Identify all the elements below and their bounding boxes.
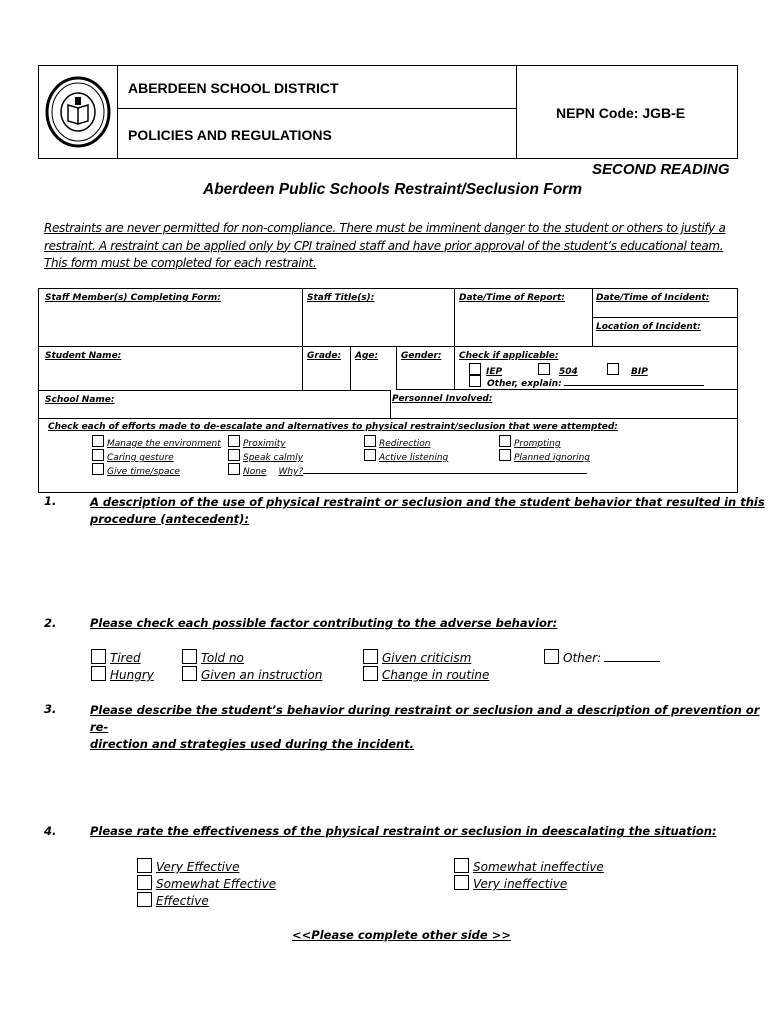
complete-other-side-note: <<Please complete other side >> bbox=[292, 928, 511, 942]
given-instruction-checkbox[interactable] bbox=[182, 666, 197, 681]
iep-option[interactable]: IEP bbox=[469, 363, 510, 377]
tired-option[interactable]: Tired bbox=[91, 649, 181, 665]
q1-number: 1. bbox=[44, 494, 57, 508]
change-routine-option[interactable]: Change in routine bbox=[363, 666, 489, 682]
given-criticism-option[interactable]: Given criticism bbox=[363, 649, 551, 665]
other-explain-line[interactable] bbox=[564, 385, 704, 386]
q2-number: 2. bbox=[44, 616, 57, 630]
redirection-option[interactable]: Redirection bbox=[364, 435, 498, 449]
header-divider bbox=[118, 108, 516, 109]
planned-ignoring-checkbox[interactable] bbox=[499, 449, 511, 461]
school-name-label: School Name: bbox=[45, 395, 115, 405]
caring-gesture-checkbox[interactable] bbox=[92, 449, 104, 461]
very-ineffective-option[interactable]: Very ineffective bbox=[454, 875, 567, 891]
q2-text: Please check each possible factor contributing to the adverse behavior: bbox=[90, 616, 558, 630]
q3-text: Please describe the student’s behavior during restraint or seclusion and a description of prevention or re- direction and strategies used during the incident. bbox=[90, 703, 760, 751]
deescalation-heading: Check each of efforts made to de-escalate and alternatives to physical restraint/seclusion that were attempted: bbox=[48, 422, 618, 432]
check-applicable-cell bbox=[455, 347, 737, 390]
staff-member-cell[interactable] bbox=[39, 289, 303, 347]
bip-checkbox[interactable] bbox=[607, 363, 619, 375]
deescalation-cell bbox=[39, 419, 737, 492]
district-seal-icon bbox=[43, 75, 113, 149]
reading-label: SECOND READING bbox=[592, 161, 730, 178]
effective-checkbox[interactable] bbox=[137, 892, 152, 907]
very-ineffective-checkbox[interactable] bbox=[454, 875, 469, 890]
other-checkbox[interactable] bbox=[469, 375, 481, 387]
district-name: ABERDEEN SCHOOL DISTRICT bbox=[128, 80, 339, 96]
staff-title-label: Staff Title(s): bbox=[307, 293, 375, 303]
location-cell[interactable] bbox=[593, 318, 737, 347]
age-label: Age: bbox=[355, 351, 379, 361]
tired-checkbox[interactable] bbox=[91, 649, 106, 664]
personnel-label: Personnel Involved: bbox=[392, 394, 493, 404]
gender-cell[interactable] bbox=[397, 347, 455, 390]
intro-text bbox=[44, 220, 726, 273]
staff-member-label: Staff Member(s) Completing Form: bbox=[45, 293, 221, 303]
q1-text: A description of the use of physical restraint or seclusion and the student behavior that resulted in this procedure (antecedent): bbox=[90, 495, 765, 526]
q3-number: 3. bbox=[44, 702, 57, 716]
intro-line-2: restraint. A restraint can be applied only by CPI trained staff and have prior approval of the student’s educational team. bbox=[44, 238, 724, 253]
location-label: Location of Incident: bbox=[596, 322, 701, 332]
504-option[interactable]: 504 bbox=[538, 363, 590, 377]
manage-environment-checkbox[interactable] bbox=[92, 435, 104, 447]
why-line[interactable] bbox=[303, 473, 587, 474]
give-time-checkbox[interactable] bbox=[92, 463, 104, 475]
header-box bbox=[38, 65, 738, 159]
incident-info-table bbox=[38, 288, 738, 493]
bip-option[interactable]: BIP bbox=[607, 363, 648, 377]
change-routine-checkbox[interactable] bbox=[363, 666, 378, 681]
proximity-option[interactable]: Proximity bbox=[228, 435, 364, 449]
date-incident-label: Date/Time of Incident: bbox=[596, 293, 710, 303]
active-listening-checkbox[interactable] bbox=[364, 449, 376, 461]
form-title: Aberdeen Public Schools Restraint/Seclusion Form bbox=[203, 181, 582, 198]
student-name-cell[interactable] bbox=[39, 347, 303, 390]
manage-environment-option[interactable]: Manage the environment bbox=[92, 435, 221, 449]
active-listening-option[interactable]: Active listening bbox=[364, 449, 496, 463]
age-cell[interactable] bbox=[351, 347, 397, 390]
intro-line-1: Restraints are never permitted for non-compliance. There must be imminent danger to the student or others to justify a bbox=[44, 221, 726, 235]
header-title-cell bbox=[118, 66, 517, 158]
caring-gesture-option[interactable]: Caring gesture bbox=[92, 449, 220, 463]
date-report-cell[interactable] bbox=[455, 289, 593, 347]
iep-checkbox[interactable] bbox=[469, 363, 481, 375]
somewhat-ineffective-option[interactable]: Somewhat ineffective bbox=[454, 858, 604, 874]
intro-line-3: This form must be completed for each restraint. bbox=[44, 256, 317, 270]
grade-label: Grade: bbox=[307, 351, 342, 361]
prompting-checkbox[interactable] bbox=[499, 435, 511, 447]
proximity-checkbox[interactable] bbox=[228, 435, 240, 447]
somewhat-ineffective-checkbox[interactable] bbox=[454, 858, 469, 873]
personnel-cell[interactable] bbox=[391, 390, 737, 419]
policies-label: POLICIES AND REGULATIONS bbox=[128, 127, 332, 143]
very-effective-checkbox[interactable] bbox=[137, 858, 152, 873]
give-time-option[interactable]: Give time/space bbox=[92, 463, 208, 477]
somewhat-effective-option[interactable]: Somewhat Effective bbox=[137, 875, 462, 891]
given-criticism-checkbox[interactable] bbox=[363, 649, 378, 664]
other-factor-checkbox[interactable] bbox=[544, 649, 559, 664]
none-checkbox[interactable] bbox=[228, 463, 240, 475]
prompting-option[interactable]: Prompting bbox=[499, 435, 589, 449]
given-instruction-option[interactable]: Given an instruction bbox=[182, 666, 367, 682]
told-no-checkbox[interactable] bbox=[182, 649, 197, 664]
hungry-checkbox[interactable] bbox=[91, 666, 106, 681]
hungry-option[interactable]: Hungry bbox=[91, 666, 180, 682]
very-effective-option[interactable]: Very Effective bbox=[137, 858, 455, 874]
speak-calmly-checkbox[interactable] bbox=[228, 449, 240, 461]
grade-cell[interactable] bbox=[303, 347, 351, 390]
q4-number: 4. bbox=[44, 824, 57, 838]
logo-cell bbox=[39, 66, 118, 158]
other-option[interactable]: Other, explain: bbox=[469, 375, 704, 389]
effective-option[interactable]: Effective bbox=[137, 892, 209, 908]
staff-title-cell[interactable] bbox=[303, 289, 455, 347]
nepn-code: NEPN Code: JGB-E bbox=[556, 105, 686, 121]
504-checkbox[interactable] bbox=[538, 363, 550, 375]
school-name-cell[interactable] bbox=[39, 390, 391, 419]
student-name-label: Student Name: bbox=[45, 351, 122, 361]
date-incident-cell[interactable] bbox=[593, 289, 737, 318]
other-factor-option[interactable]: Other: bbox=[544, 649, 660, 665]
told-no-option[interactable]: Told no bbox=[182, 649, 364, 665]
other-factor-line[interactable] bbox=[604, 661, 660, 662]
q4-text: Please rate the effectiveness of the physical restraint or seclusion in deescalating the situation: bbox=[90, 824, 717, 838]
none-option[interactable]: None Why? bbox=[228, 463, 587, 477]
gender-label: Gender: bbox=[401, 351, 442, 361]
speak-calmly-option[interactable]: Speak calmly bbox=[228, 449, 363, 463]
somewhat-effective-checkbox[interactable] bbox=[137, 875, 152, 890]
redirection-checkbox[interactable] bbox=[364, 435, 376, 447]
date-report-label: Date/Time of Report: bbox=[459, 293, 565, 303]
check-applicable-label: Check if applicable: bbox=[459, 351, 559, 361]
planned-ignoring-option[interactable]: Planned ignoring bbox=[499, 449, 590, 463]
